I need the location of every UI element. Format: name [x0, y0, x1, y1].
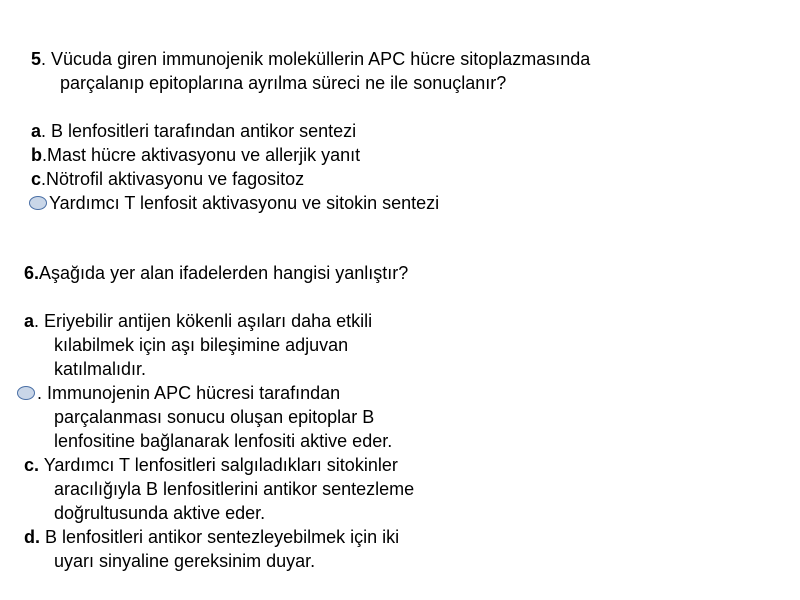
q6-number: 6.	[24, 263, 40, 283]
q5-option-d[interactable]	[49, 191, 439, 215]
q5-option-c-text: .Nötrofil aktivasyonu ve fagositoz	[41, 169, 305, 189]
q6-option-a-letter: a	[24, 311, 35, 331]
q6-option-c-letter: c.	[24, 455, 40, 475]
q5-number: 5	[31, 49, 42, 69]
q6-option-d-text-1: B lenfositleri antikor sentezleyebilmek için iki	[40, 527, 400, 547]
q6-option-d-line-2: uyarı sinyaline gereksinim duyar.	[54, 551, 316, 571]
q5-selected-answer-marker-icon	[29, 196, 47, 210]
q5-stem-line-2: parçalanıp epitoplarına ayrılma süreci ne ile sonuçlanır?	[60, 73, 507, 93]
q5-option-b-text: .Mast hücre aktivasyonu ve allerjik yanıt	[42, 145, 361, 165]
q6-stem-text: Aşağıda yer alan ifadelerden hangisi yanlıştır?	[39, 263, 409, 283]
q6-option-a-text-1: . Eriyebilir antijen kökenli aşıları daha etkili	[34, 311, 373, 331]
q6-option-c-line-2: aracılığıyla B lenfositlerini antikor sentezleme	[54, 479, 415, 499]
q6-stem	[24, 261, 408, 285]
q6-option-b-line-3: lenfositine bağlanarak lenfositi aktive eder.	[54, 431, 393, 451]
q6-option-c-line-3: doğrultusunda aktive eder.	[54, 503, 266, 523]
q6-option-d-line-1[interactable]	[24, 525, 399, 549]
q5-option-a[interactable]	[31, 119, 356, 143]
q5-option-d-text: Yardımcı T lenfosit aktivasyonu ve sitokin sentezi	[49, 193, 440, 213]
q5-option-b[interactable]	[31, 143, 360, 167]
q5-stem-line-1	[31, 47, 590, 71]
q5-stem-text-1: . Vücuda giren immunojenik moleküllerin APC hücre sitoplazmasında	[41, 49, 591, 69]
q5-option-a-text: . B lenfositleri tarafından antikor sentezi	[41, 121, 357, 141]
q6-option-b-text-1: . Immunojenin APC hücresi tarafından	[37, 383, 341, 403]
q5-option-c-letter: c	[31, 169, 42, 189]
q5-option-b-letter: b	[31, 145, 42, 165]
q6-option-a-line-1[interactable]	[24, 309, 372, 333]
q6-option-b-line-2: parçalanması sonucu oluşan epitoplar B	[54, 407, 375, 427]
q6-option-a-line-3: katılmalıdır.	[54, 359, 147, 379]
q6-option-c-text-1: Yardımcı T lenfositleri salgıladıkları sitokinler	[39, 455, 398, 475]
q6-option-b-line-1[interactable]	[37, 381, 340, 405]
q6-option-c-line-1[interactable]	[24, 453, 398, 477]
q6-option-a-line-2: kılabilmek için aşı bileşimine adjuvan	[54, 335, 349, 355]
q6-option-d-letter: d.	[24, 527, 40, 547]
q6-selected-answer-marker-icon	[17, 386, 35, 400]
q5-option-a-letter: a	[31, 121, 42, 141]
q5-option-c[interactable]	[31, 167, 304, 191]
